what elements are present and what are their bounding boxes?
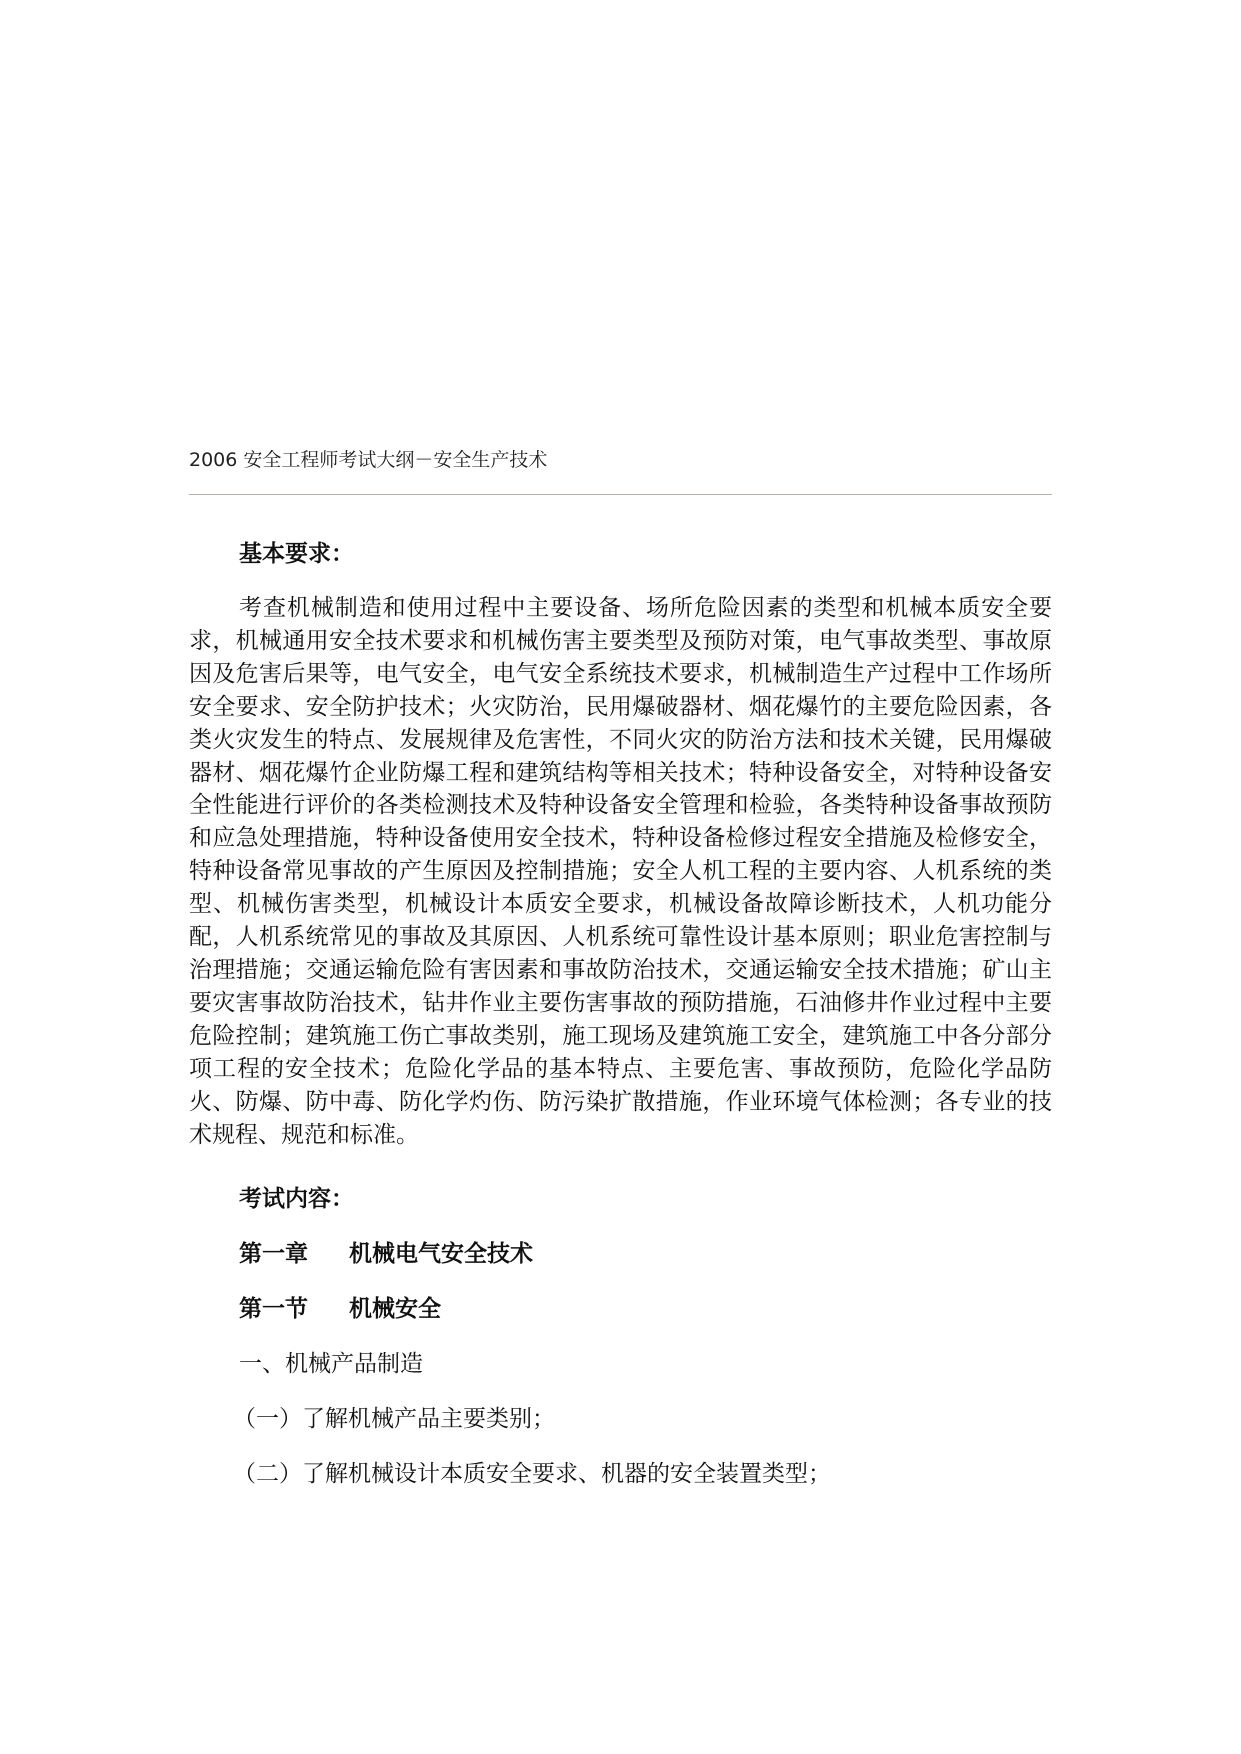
- sub-item-2: （二）了解机械设计本质安全要求、机器的安全装置类型；: [233, 1461, 831, 1488]
- item-heading: 一、机械产品制造: [239, 1351, 423, 1378]
- section-title: 机械安全: [349, 1295, 441, 1323]
- document-header: 2006 安全工程师考试大纲－安全生产技术: [189, 449, 548, 471]
- header-divider: [189, 494, 1052, 495]
- basic-requirements-paragraph: 考查机械制造和使用过程中主要设备、场所危险因素的类型和机械本质安全要求，机械通用安全技术要求和机械伤害主要类型及预防对策，电气事故类型、事故原因及危害后果等，电气安全，电气安全系统技术要求，机械制造生产过程中工作场所安全要求、安全防护技术；火灾防治，民用爆破器材、烟花爆竹的主要危险因素，各类火灾发生的特点、发展规律及危害性，不同火灾的防治方法和技术关键，民用爆破器材、烟花爆竹企业防爆工程和建筑结构等相关技术；特种设备安全，对特种设备安全性能进行评价的各类检测技术及特种设备安全管理和检验，各类特种设备事故预防和应急处理措施，特种设备使用安全技术，特种设备检修过程安全措施及检修安全，特种设备常见事故的产生原因及控制措施；安全人机工程的主要内容、人机系统的类型、机械伤害类型，机械设计本质安全要求，机械设备故障诊断技术，人机功能分配，人机系统常见的事故及其原因、人机系统可靠性设计基本原则；职业危害控制与治理措施；交通运输危险有害因素和事故防治技术，交通运输安全技术措施；矿山主要灾害事故防治技术，钻井作业主要伤害事故的预防措施，石油修井作业过程中主要危险控制；建筑施工伤亡事故类别，施工现场及建筑施工安全，建筑施工中各分部分项工程的安全技术；危险化学品的基本特点、主要危害、事故预防，危险化学品防火、防爆、防中毒、防化学灼伤、防污染扩散措施，作业环境气体检测；各专业的技术规程、规范和标准。: [189, 595, 1052, 1148]
- sub-item-1: （一）了解机械产品主要类别；: [233, 1406, 555, 1433]
- chapter-number: 第一章: [239, 1240, 308, 1268]
- section-number: 第一节: [239, 1295, 308, 1323]
- chapter-heading: [239, 1232, 1052, 1276]
- document-body: [189, 532, 1052, 1496]
- exam-content-heading: 考试内容：: [239, 1185, 354, 1213]
- section-heading: [239, 1287, 1052, 1331]
- basic-requirements-heading: 基本要求：: [239, 540, 354, 567]
- chapter-title: 机械电气安全技术: [349, 1240, 533, 1268]
